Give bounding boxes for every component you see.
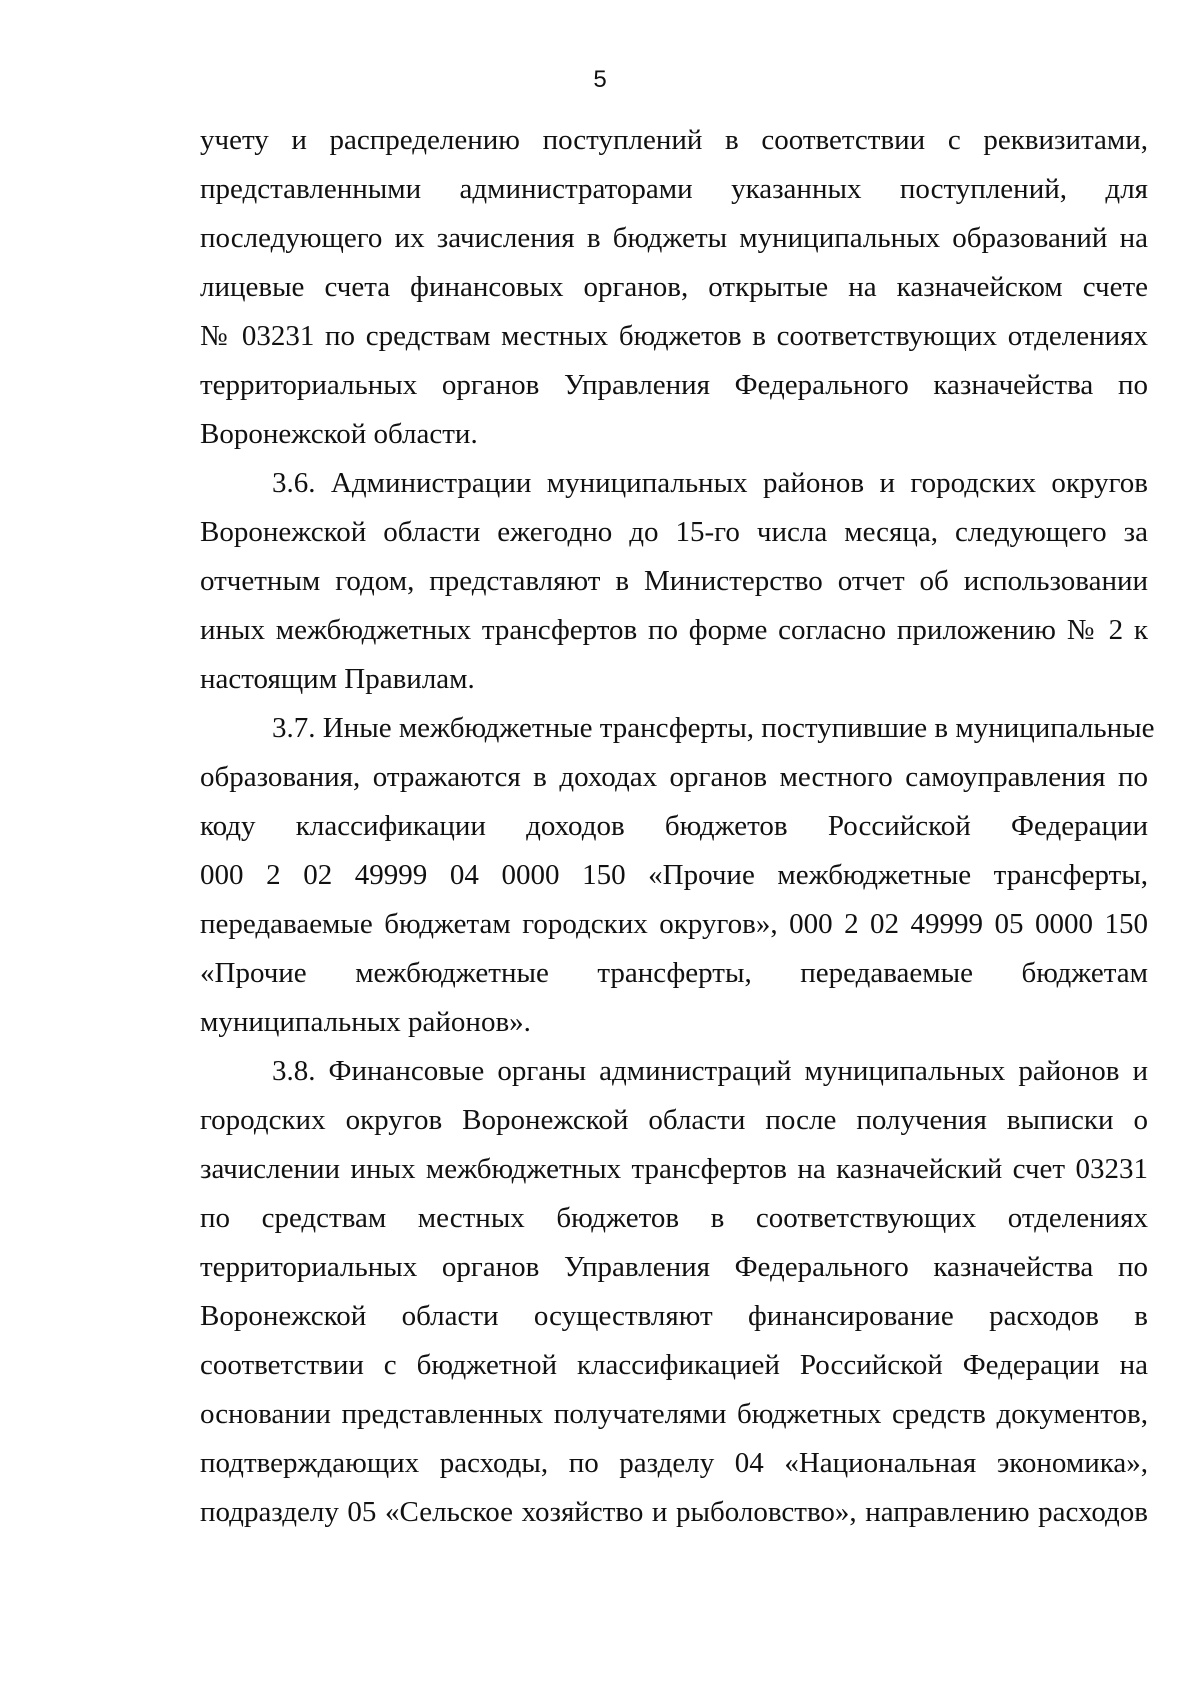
text-line: территориальных органов Управления Федерального казначейства по xyxy=(200,369,1148,401)
text-line: «Прочие межбюджетные трансферты, передаваемые бюджетам xyxy=(200,957,1148,989)
text-line: отчетным годом, представляют в Министерство отчет об использовании xyxy=(200,565,1148,597)
text-line: подразделу 05 «Сельское хозяйство и рыболовство», направлению расходов xyxy=(200,1496,1148,1528)
paragraph xyxy=(200,459,1148,704)
text-line: учету и распределению поступлений в соответствии с реквизитами, xyxy=(200,124,1148,156)
paragraph xyxy=(200,116,1148,459)
text-line: соответствии с бюджетной классификацией Российской Федерации на xyxy=(200,1349,1148,1381)
text-line: 000 2 02 49999 04 0000 150 «Прочие межбюджетные трансферты, xyxy=(200,859,1148,891)
text-line: подтверждающих расходы, по разделу 04 «Национальная экономика», xyxy=(200,1447,1148,1479)
text-line: представленными администраторами указанных поступлений, для xyxy=(200,173,1148,205)
text-line: коду классификации доходов бюджетов Российской Федерации xyxy=(200,810,1148,842)
text-line: иных межбюджетных трансфертов по форме согласно приложению № 2 к xyxy=(200,614,1148,646)
text-line: 3.6. Администрации муниципальных районов и городских округов xyxy=(272,467,1148,499)
paragraph xyxy=(200,1047,1148,1537)
text-line: № 03231 по средствам местных бюджетов в соответствующих отделениях xyxy=(200,320,1148,352)
text-line: образования, отражаются в доходах органов местного самоуправления по xyxy=(200,761,1148,793)
text-line: лицевые счета финансовых органов, открытые на казначейском счете xyxy=(200,271,1148,303)
text-line: Воронежской области осуществляют финансирование расходов в xyxy=(200,1300,1148,1332)
text-line: зачислении иных межбюджетных трансфертов на казначейский счет 03231 xyxy=(200,1153,1148,1185)
text-line: передаваемые бюджетам городских округов», 000 2 02 49999 05 0000 150 xyxy=(200,908,1148,940)
text-line: основании представленных получателями бюджетных средств документов, xyxy=(200,1398,1148,1430)
text-line: Воронежской области. xyxy=(200,418,478,450)
document-body xyxy=(200,116,1155,1537)
text-line: настоящим Правилам. xyxy=(200,663,475,695)
text-line: Воронежской области ежегодно до 15-го числа месяца, следующего за xyxy=(200,516,1148,548)
text-line: последующего их зачисления в бюджеты муниципальных образований на xyxy=(200,222,1148,254)
text-line: по средствам местных бюджетов в соответствующих отделениях xyxy=(200,1202,1148,1234)
text-line: 3.7. Иные межбюджетные трансферты, поступившие в муниципальные xyxy=(272,712,1155,744)
page-number: 5 xyxy=(593,66,607,93)
paragraph xyxy=(200,704,1155,1047)
text-line: муниципальных районов». xyxy=(200,1006,531,1038)
text-line: 3.8. Финансовые органы администраций муниципальных районов и xyxy=(272,1055,1148,1087)
text-line: территориальных органов Управления Федерального казначейства по xyxy=(200,1251,1148,1283)
text-line: городских округов Воронежской области после получения выписки о xyxy=(200,1104,1148,1136)
